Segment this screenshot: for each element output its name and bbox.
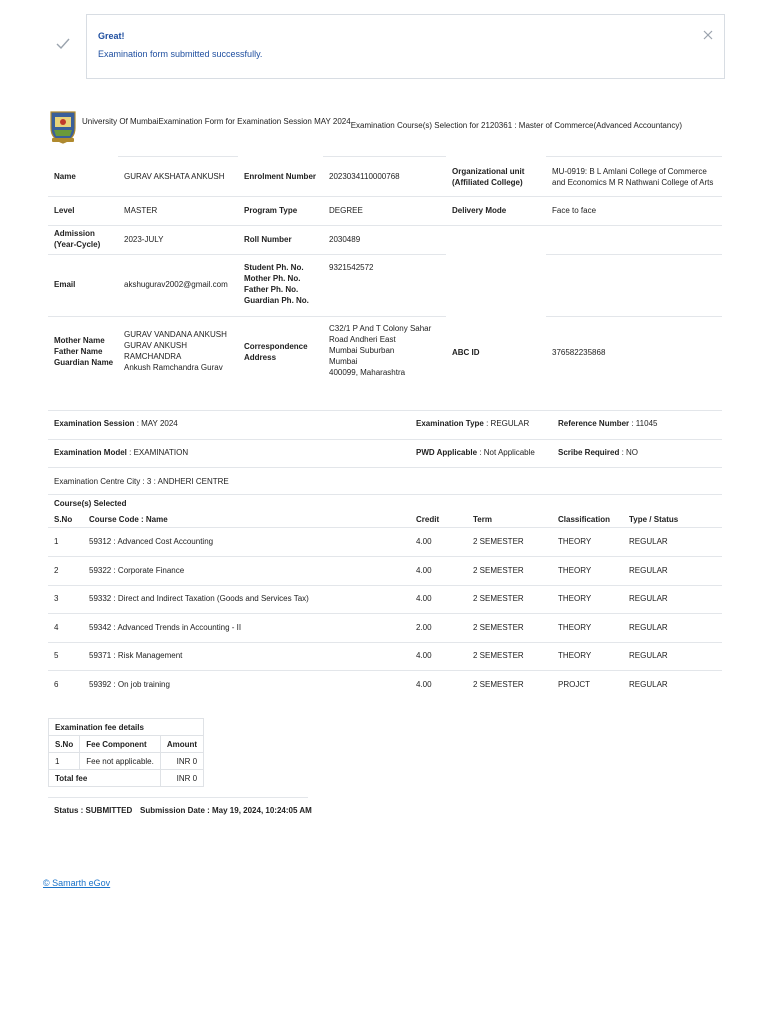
courses-heading: Course(s) Selected [54, 499, 127, 508]
exam-centre: Examination Centre City : 3 : ANDHERI CENTRE [54, 477, 229, 486]
fee-component: Fee not applicable. [80, 753, 161, 770]
course-classification: THEORY [558, 622, 592, 632]
exam-model-value: : EXAMINATION [126, 448, 189, 457]
enrolment-label: Enrolment Number [244, 172, 317, 181]
exam-type [416, 419, 529, 428]
col-classification: Classification [558, 515, 611, 524]
fee-table [48, 718, 204, 787]
course-credit: 2.00 [416, 622, 432, 632]
name-label: Name [54, 172, 76, 181]
address-label [244, 341, 308, 363]
mother-name-value: GURAV VANDANA ANKUSH [124, 330, 227, 339]
parent-labels [54, 335, 113, 368]
course-credit: 4.00 [416, 537, 432, 546]
fee-sno: 1 [49, 753, 80, 770]
exam-session [54, 419, 178, 428]
divider [48, 797, 308, 798]
course-credit: 4.00 [416, 565, 432, 575]
divider [546, 254, 722, 255]
divider [48, 410, 722, 411]
course-sno: 6 [54, 680, 59, 689]
divider [48, 225, 722, 226]
course-type-status: REGULAR [629, 622, 668, 632]
phone-labels [244, 262, 309, 306]
name-value: GURAV AKSHATA ANKUSH [124, 172, 225, 181]
program-type-label: Program Type [244, 206, 298, 215]
org-label [452, 166, 524, 188]
col-course: Course Code : Name [89, 515, 168, 524]
parent-values [124, 329, 227, 373]
fee-col-component: Fee Component [80, 736, 161, 753]
admission-label [54, 228, 100, 250]
guardian-name-value: Ankush Ramchandra Gurav [124, 363, 223, 372]
divider [546, 316, 722, 317]
divider [48, 196, 722, 197]
exam-model-label: Examination Model [54, 448, 127, 457]
pwd-applicable [416, 448, 535, 457]
divider [48, 439, 722, 440]
pwd-value: : Not Applicable [477, 448, 535, 457]
phone-value: 9321542572 [329, 263, 374, 272]
abc-id-value: 376582235868 [552, 348, 606, 357]
course-sno: 5 [54, 651, 59, 661]
course-term: 2 SEMESTER [473, 594, 524, 604]
fee-total-label: Total fee [49, 770, 161, 787]
col-sno: S.No [54, 515, 73, 524]
col-type-status: Type / Status [629, 515, 679, 524]
course-classification: THEORY [558, 565, 592, 575]
exam-model [54, 448, 188, 457]
samarth-egov-link[interactable]: © Samarth eGov [43, 878, 111, 888]
course-name: 59392 : On job training [89, 680, 170, 689]
fee-row [49, 753, 204, 770]
exam-session-label: Examination Session [54, 419, 135, 428]
divider [48, 467, 722, 468]
mother-name-label: Mother Name [54, 336, 105, 345]
reference-number-value: : 11045 [629, 419, 658, 428]
address-line: 400099, Maharashtra [329, 368, 406, 377]
divider [48, 316, 446, 317]
course-term: 2 SEMESTER [473, 680, 524, 689]
email-label: Email [54, 280, 76, 289]
address-line: Road Andheri East [329, 335, 396, 344]
status-text: Status : SUBMITTED [54, 806, 133, 815]
fee-total-row [49, 770, 204, 787]
program-type-value: DEGREE [329, 206, 363, 215]
org-label-line: (Affiliated College) [452, 178, 523, 187]
divider [118, 156, 238, 157]
col-term: Term [473, 515, 492, 524]
email-value: akshugurav2002@gmail.com [124, 280, 228, 289]
level-label: Level [54, 206, 75, 215]
close-icon[interactable] [702, 29, 714, 41]
org-value-line: MU-0919: B L Amlani College of Commerce [552, 167, 707, 176]
guardian-name-label: Guardian Name [54, 358, 114, 367]
mother-phone-label: Mother Ph. No. [244, 274, 301, 283]
course-sno: 1 [54, 537, 59, 546]
alert-title: Great! [98, 31, 125, 41]
alert-message: Examination form submitted successfully. [98, 49, 263, 59]
course-type-status: REGULAR [629, 594, 668, 604]
divider [48, 642, 722, 643]
course-sno: 2 [54, 565, 59, 575]
course-sno: 3 [54, 594, 59, 604]
submission-date: Submission Date : May 19, 2024, 10:24:05 AM [140, 806, 312, 815]
col-credit: Credit [416, 515, 440, 524]
course-name: 59312 : Advanced Cost Accounting [89, 537, 214, 546]
university-logo [48, 108, 78, 144]
delivery-mode-value: Face to face [552, 206, 597, 215]
course-term: 2 SEMESTER [473, 622, 524, 632]
university-name: University Of Mumbai [82, 117, 159, 126]
admission-label-line: Admission [54, 229, 95, 238]
org-label-line: Organizational unit [452, 167, 525, 176]
level-value: MASTER [124, 206, 158, 215]
divider [48, 254, 446, 255]
enrolment-value: 2023034110000768 [329, 172, 400, 181]
course-sno: 4 [54, 622, 59, 632]
course-name: 59332 : Direct and Indirect Taxation (Goods and Services Tax) [89, 594, 309, 604]
check-icon [56, 38, 70, 50]
success-alert [86, 14, 725, 79]
exam-type-label: Examination Type [416, 419, 484, 428]
address-line: Mumbai [329, 357, 358, 366]
father-phone-label: Father Ph. No. [244, 285, 299, 294]
address-line: C32/1 P And T Colony Sahar [329, 324, 432, 333]
pwd-label: PWD Applicable [416, 448, 478, 457]
father-name-value: RAMCHANDRA [124, 352, 182, 361]
fee-title: Examination fee details [49, 719, 204, 736]
address-label-line: Address [244, 353, 277, 362]
divider [48, 527, 722, 528]
divider [546, 156, 722, 157]
course-classification: THEORY [558, 651, 592, 661]
roll-number-label: Roll Number [244, 235, 292, 244]
course-term: 2 SEMESTER [473, 537, 524, 546]
scribe-value: : NO [619, 448, 639, 457]
course-type-status: REGULAR [629, 651, 668, 661]
course-credit: 4.00 [416, 651, 432, 661]
selection-title: Examination Course(s) Selection for 2120361 : Master of Commerce(Advanced Accountancy) [350, 121, 682, 130]
exam-type-value: : REGULAR [483, 419, 530, 428]
fee-col-sno: S.No [49, 736, 80, 753]
address-line: Mumbai Suburban [329, 346, 395, 355]
course-classification: PROJCT [558, 680, 590, 689]
course-type-status: REGULAR [629, 680, 668, 689]
course-credit: 4.00 [416, 594, 432, 604]
divider [323, 156, 446, 157]
course-name: 59342 : Advanced Trends in Accounting - II [89, 622, 242, 632]
course-classification: THEORY [558, 537, 592, 546]
divider [48, 494, 722, 495]
divider [48, 670, 722, 671]
reference-number [558, 419, 657, 428]
form-header [82, 117, 682, 130]
guardian-phone-label: Guardian Ph. No. [244, 296, 309, 305]
course-term: 2 SEMESTER [473, 651, 524, 661]
fee-amount: INR 0 [160, 753, 203, 770]
divider [48, 613, 722, 614]
org-value-line: and Economics M R Nathwani College of Arts [552, 178, 714, 187]
course-type-status: REGULAR [629, 537, 668, 546]
divider [48, 585, 722, 586]
admission-value: 2023-JULY [124, 235, 164, 244]
course-credit: 4.00 [416, 680, 432, 689]
admission-label-line: (Year-Cycle) [54, 240, 101, 249]
fee-total-value: INR 0 [160, 770, 203, 787]
course-classification: THEORY [558, 594, 592, 604]
course-name: 59371 : Risk Management [89, 651, 183, 661]
org-value [552, 166, 713, 188]
course-term: 2 SEMESTER [473, 565, 524, 575]
divider [48, 556, 722, 557]
abc-id-label: ABC ID [452, 348, 480, 357]
course-name: 59322 : Corporate Finance [89, 565, 185, 575]
scribe-label: Scribe Required [558, 448, 620, 457]
father-name-value: GURAV ANKUSH [124, 341, 187, 350]
scribe-required [558, 448, 638, 457]
address-value [329, 323, 431, 378]
form-title: Examination Form for Examination Session MAY 2024 [158, 117, 351, 126]
father-name-label: Father Name [54, 347, 103, 356]
student-phone-label: Student Ph. No. [244, 263, 304, 272]
address-label-line: Correspondence [244, 342, 308, 351]
roll-number-value: 2030489 [329, 235, 361, 244]
fee-col-amount: Amount [160, 736, 203, 753]
delivery-mode-label: Delivery Mode [452, 206, 507, 215]
exam-session-value: : MAY 2024 [134, 419, 178, 428]
course-type-status: REGULAR [629, 565, 668, 575]
reference-number-label: Reference Number [558, 419, 630, 428]
